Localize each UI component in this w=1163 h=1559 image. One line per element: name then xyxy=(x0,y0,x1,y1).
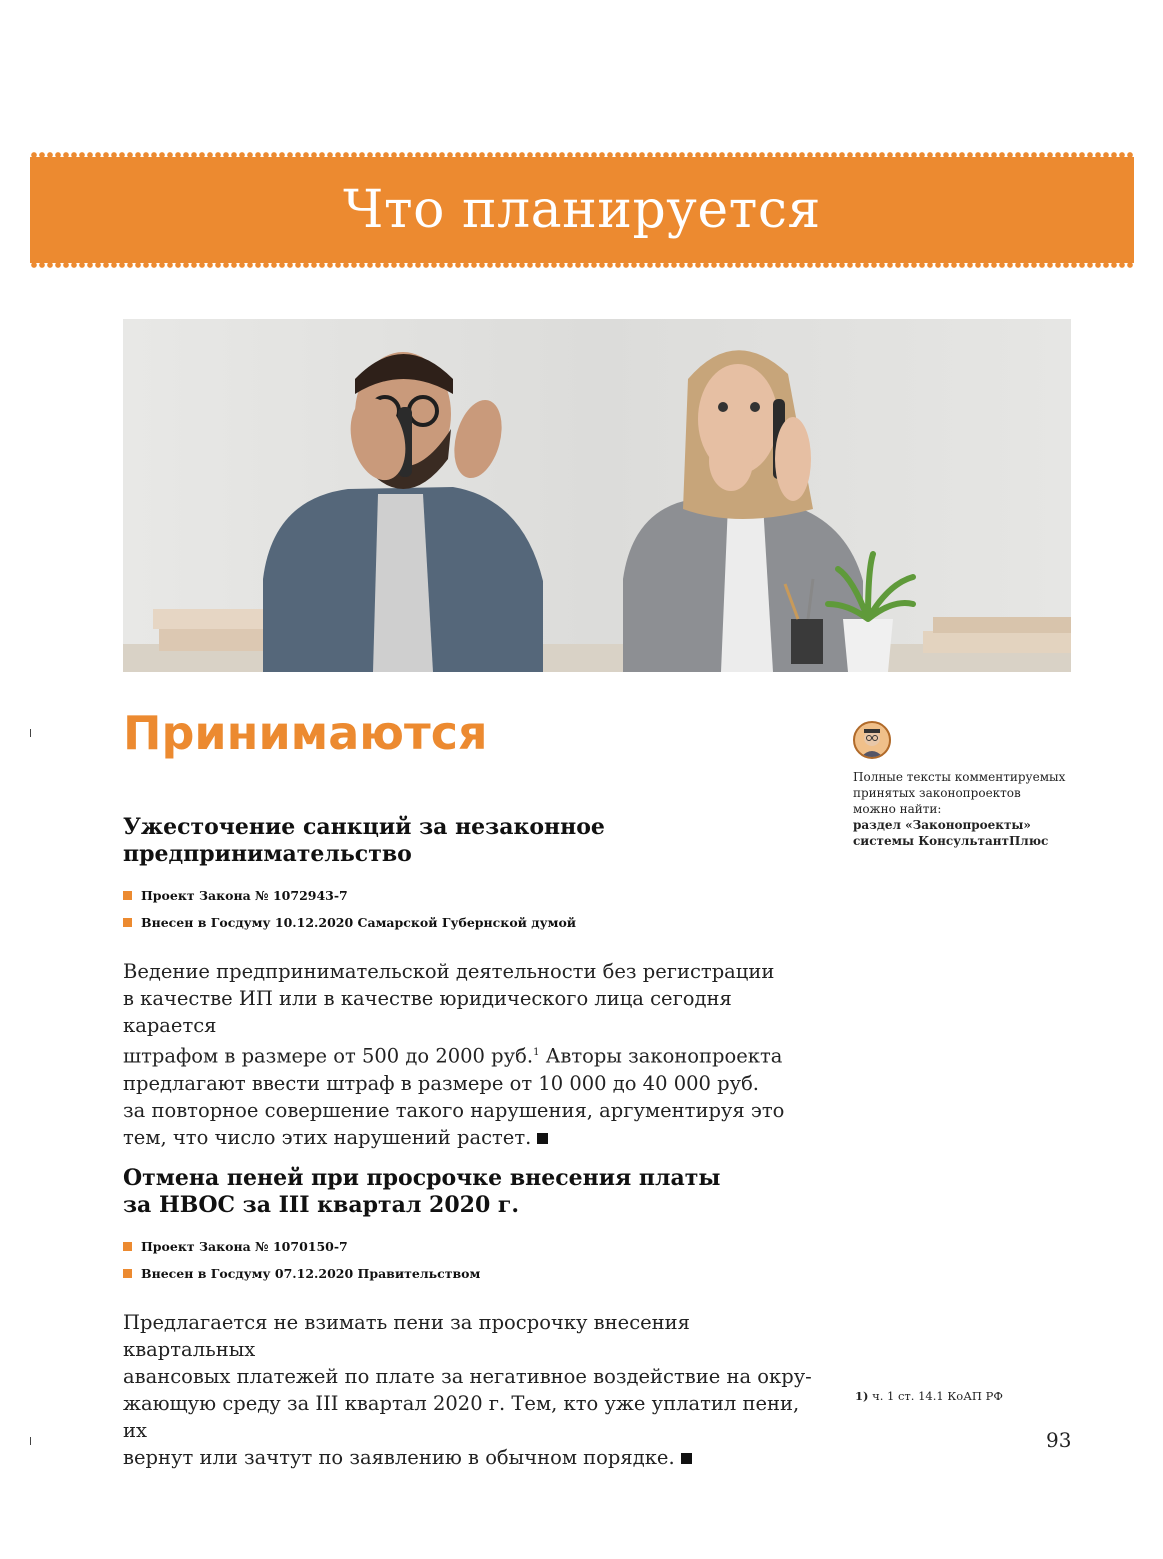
submission-info: Внесен в Госдуму 10.12.2020 Самарской Губернской думой xyxy=(141,915,577,930)
aside-note xyxy=(853,721,1093,849)
end-mark-icon xyxy=(681,1453,692,1464)
article-meta xyxy=(123,1233,813,1287)
aside-line: Полные тексты комментируемых xyxy=(853,770,1066,784)
aside-link-line: системы КонсультантПлюс xyxy=(853,834,1049,848)
square-bullet-icon xyxy=(123,918,132,927)
square-bullet-icon xyxy=(123,1242,132,1251)
article-body xyxy=(123,958,813,1151)
square-bullet-icon xyxy=(123,891,132,900)
body-line: в качестве ИП или в качестве юридического лица сегодня карается xyxy=(123,987,732,1037)
body-line: Ведение предпринимательской деятельности без регистрации xyxy=(123,960,775,983)
consultant-avatar-icon xyxy=(853,721,891,759)
body-line: штрафом в размере от 500 до 2000 руб. xyxy=(123,1044,534,1068)
body-line: тем, что число этих нарушений растет. xyxy=(123,1125,532,1149)
square-bullet-icon xyxy=(123,1269,132,1278)
footnote-ref[interactable]: 1 xyxy=(533,1047,540,1058)
meta-line xyxy=(123,909,813,936)
banner-title: Что планируется xyxy=(343,180,821,240)
article-body xyxy=(123,1309,813,1471)
meta-line xyxy=(123,1233,813,1260)
article-title-line: Ужесточение санкций за незаконное xyxy=(123,814,605,840)
margin-mark xyxy=(30,1437,31,1445)
body-line: за повторное совершение такого нарушения, аргументируя это xyxy=(123,1098,785,1122)
section-title: Принимаются xyxy=(123,706,488,760)
body-line: жающую среду за III квартал 2020 г. Тем, кто уже уплатил пени, их xyxy=(123,1392,800,1442)
meta-line xyxy=(123,882,813,909)
aside-line: принятых законопроектов xyxy=(853,786,1021,800)
body-line: вернут или зачтут по заявлению в обычном порядке. xyxy=(123,1446,675,1469)
body-line: авансовых платежей по плате за негативное воздействие на окру- xyxy=(123,1365,812,1388)
footnote-text: ч. 1 ст. 14.1 КоАП РФ xyxy=(872,1389,1003,1403)
article-title-line: предпринимательство xyxy=(123,841,412,867)
bill-number: Проект Закона № 1072943-7 xyxy=(141,888,348,903)
footnote-number: 1) xyxy=(855,1389,869,1403)
aside-line: можно найти: xyxy=(853,802,942,816)
footnote xyxy=(855,1389,1003,1403)
article xyxy=(123,814,813,1151)
aside-link-line: раздел «Законопроекты» xyxy=(853,818,1031,832)
article-title xyxy=(123,1165,813,1219)
margin-mark xyxy=(30,729,31,737)
body-line: предлагают ввести штраф в размере от 10 000 до 40 000 руб. xyxy=(123,1071,760,1095)
article-meta xyxy=(123,882,813,936)
article-title-line: Отмена пеней при просрочке внесения платы xyxy=(123,1165,721,1191)
meta-line xyxy=(123,1260,813,1287)
article-title-line: за НВОС за III квартал 2020 г. xyxy=(123,1192,520,1218)
aside-text xyxy=(853,769,1093,849)
body-line: Авторы законопроекта xyxy=(545,1044,783,1068)
bill-number: Проект Закона № 1070150-7 xyxy=(141,1239,348,1254)
article xyxy=(123,1165,813,1471)
article-title xyxy=(123,814,813,868)
end-mark-icon xyxy=(537,1133,548,1144)
page-number: 93 xyxy=(1046,1428,1072,1452)
header-photo xyxy=(123,319,1071,672)
submission-info: Внесен в Госдуму 07.12.2020 Правительством xyxy=(141,1266,481,1281)
body-line: Предлагается не взимать пени за просрочку внесения квартальных xyxy=(123,1311,690,1361)
section-banner xyxy=(30,157,1134,263)
